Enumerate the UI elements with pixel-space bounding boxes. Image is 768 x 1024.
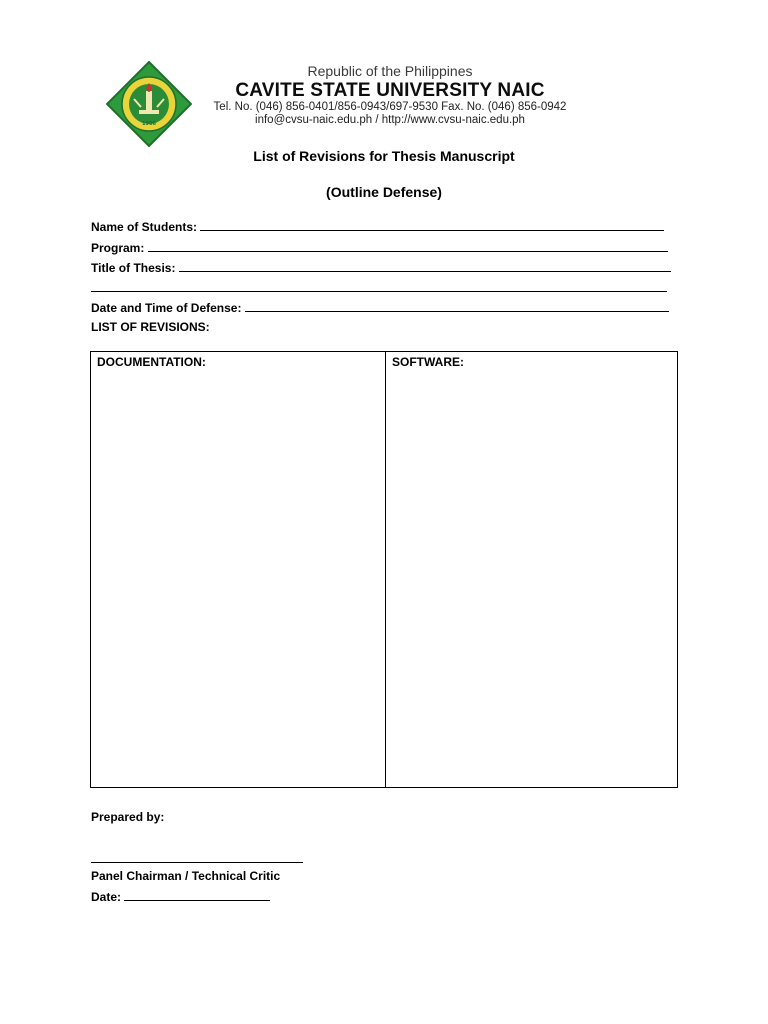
name-of-students-field bbox=[91, 219, 664, 234]
list-of-revisions-heading: LIST OF REVISIONS: bbox=[91, 320, 210, 334]
prepared-by-label: Prepared by: bbox=[91, 810, 165, 824]
contact-numbers: Tel. No. (046) 856-0401/856-0943/697-9530 Fax. No. (046) 856-0942 bbox=[213, 101, 567, 113]
email-website: info@cvsu-naic.edu.ph / http://www.cvsu-naic.edu.ph bbox=[255, 114, 525, 126]
date-time-of-defense-blank[interactable] bbox=[245, 300, 669, 312]
documentation-column[interactable] bbox=[91, 352, 386, 787]
documentation-header: DOCUMENTATION: bbox=[97, 355, 206, 369]
software-column[interactable] bbox=[386, 352, 677, 787]
seal-icon bbox=[106, 61, 192, 147]
university-name: CAVITE STATE UNIVERSITY NAIC bbox=[235, 80, 545, 101]
title-of-thesis-field bbox=[91, 260, 671, 275]
program-blank[interactable] bbox=[148, 240, 668, 252]
document-title: List of Revisions for Thesis Manuscript bbox=[253, 148, 515, 164]
university-seal-logo bbox=[106, 61, 192, 147]
software-header: SOFTWARE: bbox=[392, 355, 464, 369]
signature-date-field bbox=[91, 889, 270, 904]
revisions-table bbox=[90, 351, 678, 788]
signature-line[interactable] bbox=[91, 862, 303, 863]
document-subtitle: (Outline Defense) bbox=[326, 184, 442, 200]
title-of-thesis-blank[interactable] bbox=[179, 260, 671, 272]
title-of-thesis-blank-2[interactable] bbox=[91, 280, 667, 292]
seal-year: 1906 bbox=[142, 121, 156, 127]
name-of-students-label: Name of Students: bbox=[91, 220, 198, 234]
signature-date-label: Date: bbox=[91, 890, 122, 904]
signature-date-blank[interactable] bbox=[124, 889, 270, 901]
panel-chairman-label: Panel Chairman / Technical Critic bbox=[91, 869, 281, 883]
name-of-students-blank[interactable] bbox=[200, 219, 664, 231]
program-label: Program: bbox=[91, 241, 145, 255]
date-time-of-defense-field bbox=[91, 300, 669, 315]
program-field bbox=[91, 240, 668, 255]
title-of-thesis-continuation bbox=[91, 280, 667, 295]
date-time-of-defense-label: Date and Time of Defense: bbox=[91, 301, 242, 315]
republic-text: Republic of the Philippines bbox=[307, 63, 473, 79]
title-of-thesis-label: Title of Thesis: bbox=[91, 261, 176, 275]
